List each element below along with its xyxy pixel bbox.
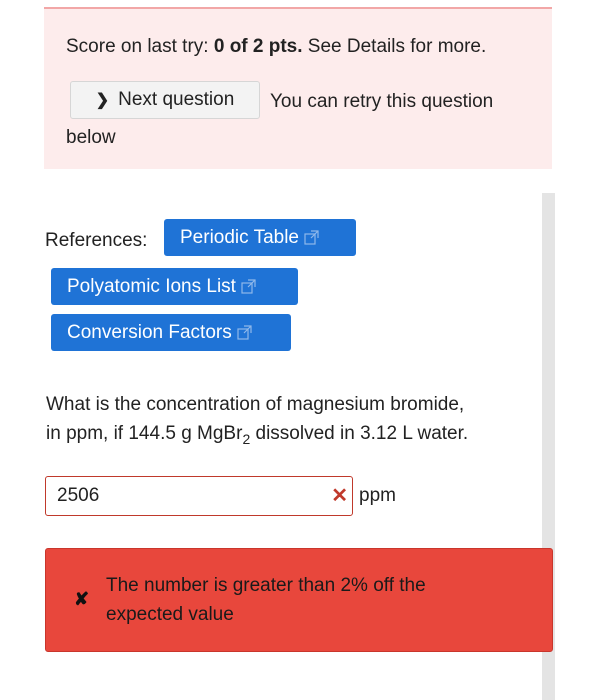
external-link-icon — [237, 325, 252, 340]
answer-input[interactable] — [45, 476, 353, 516]
score-summary — [66, 36, 486, 58]
feedback-line-1: The number is greater than 2% off the — [106, 575, 426, 596]
feedback-message — [106, 571, 526, 629]
periodic-table-label: Periodic Table — [180, 226, 300, 248]
polyatomic-ions-button[interactable] — [51, 268, 298, 305]
conversion-factors-label: Conversion Factors — [67, 321, 232, 343]
chevron-right-icon: ❯ — [95, 92, 110, 109]
periodic-table-button[interactable] — [164, 219, 356, 256]
incorrect-x-icon: ✕ — [331, 485, 348, 507]
conversion-factors-button[interactable] — [51, 314, 291, 351]
feedback-alert — [45, 548, 553, 652]
external-link-icon — [304, 230, 319, 245]
external-link-icon — [241, 279, 256, 294]
formula-subscript: 2 — [242, 430, 251, 447]
question-line-2-start: in ppm, if 144.5 g MgBr — [46, 423, 243, 444]
answer-value: 2506 — [57, 485, 100, 506]
retry-notice: You can retry this question — [270, 91, 494, 112]
score-prefix: Score on last try: — [66, 36, 214, 57]
question-line-1: What is the concentration of magnesium bromide, — [46, 394, 465, 415]
next-question-button[interactable] — [70, 81, 260, 119]
score-panel — [44, 7, 552, 169]
retry-notice-continued: below — [66, 127, 116, 148]
question-text — [46, 390, 541, 454]
polyatomic-ions-label: Polyatomic Ions List — [67, 275, 236, 297]
score-suffix: See Details for more. — [302, 36, 487, 57]
feedback-line-2: expected value — [106, 604, 234, 625]
score-value: 0 of 2 pts. — [213, 36, 303, 57]
answer-unit: ppm — [359, 485, 396, 506]
question-line-2-end: dissolved in 3.12 L water. — [250, 423, 469, 444]
next-question-label: Next question — [118, 89, 235, 110]
incorrect-x-icon: ✘ — [74, 589, 90, 609]
question-line-2 — [46, 419, 541, 454]
references-label: References: — [45, 230, 148, 251]
